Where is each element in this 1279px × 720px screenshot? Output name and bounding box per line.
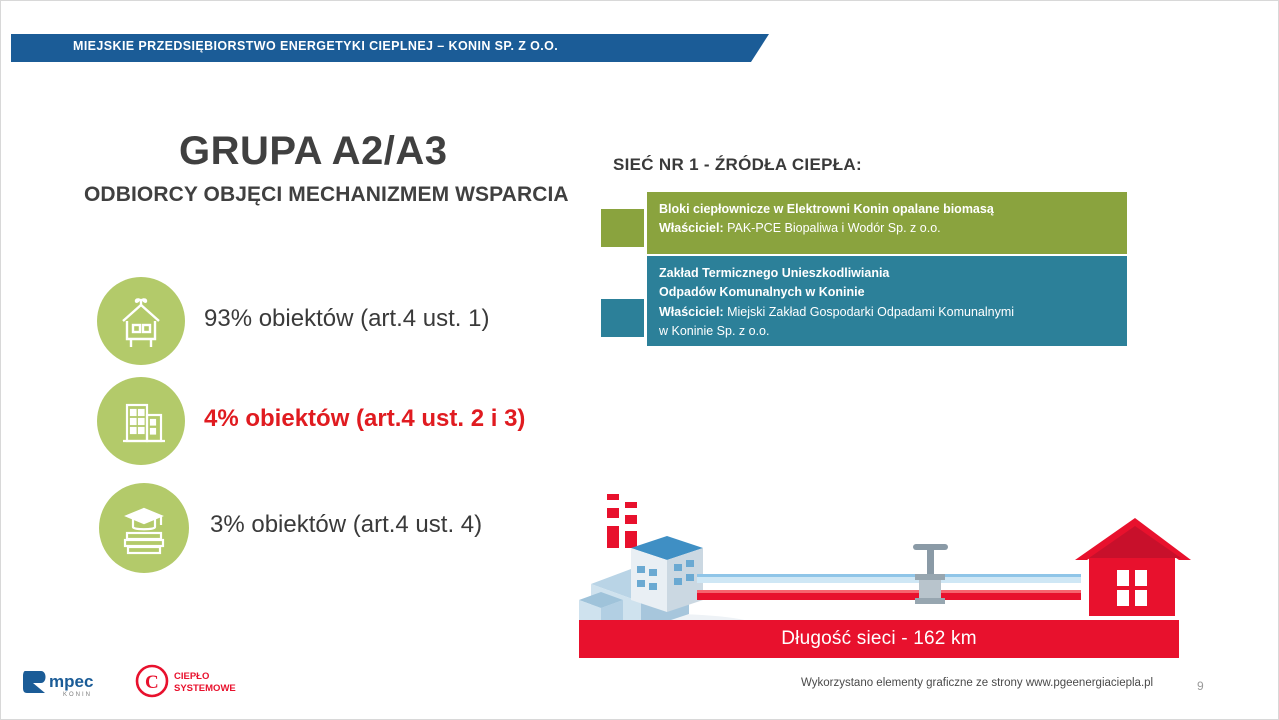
legend-bold: Bloki ciepłownicze w Elektrowni Konin opalane biomasą — [659, 202, 994, 216]
legend-swatch-biomass — [601, 209, 644, 247]
section-title: SIEĆ NR 1 - ŹRÓDŁA CIEPŁA: — [613, 155, 862, 174]
svg-text:SYSTEMOWE: SYSTEMOWE — [174, 683, 236, 694]
header-company-name: MIEJSKIE PRZEDSIĘBIORSTWO ENERGETYKI CIEPLNEJ – KONIN SP. Z O.O. — [73, 39, 559, 53]
stat-label: 3% obiektów (art.4 ust. 4) — [210, 511, 483, 538]
house-icon — [97, 277, 185, 365]
svg-text:C: C — [145, 672, 159, 693]
page-subtitle: ODBIORCY OBJĘCI MECHANIZMEM WSPARCIA — [84, 183, 569, 206]
svg-text:mpec: mpec — [49, 672, 94, 691]
svg-text:KONIN: KONIN — [63, 692, 93, 698]
stat-label-highlight: 4% obiektów (art.4 ust. 2 i 3) — [204, 405, 526, 432]
legend-normal: w Koninie Sp. z o.o. — [659, 324, 770, 339]
legend-line — [659, 322, 1117, 341]
legend-bold: Właściciel: — [659, 304, 724, 319]
stat-row — [97, 277, 617, 367]
logo-cieplo-systemowe — [134, 663, 244, 699]
legend-bold: Właściciel: — [659, 221, 724, 236]
stat-row — [97, 377, 617, 467]
svg-text:CIEPŁO: CIEPŁO — [174, 671, 210, 682]
apartment-building-icon — [97, 377, 185, 465]
stat-row — [97, 483, 617, 573]
legend-line — [659, 219, 1117, 238]
house-illustration — [1075, 518, 1191, 616]
legend-bold: Zakład Termicznego Unieszkodliwiania — [659, 266, 890, 280]
legend-line — [659, 283, 1117, 302]
legend-box-biomass — [647, 192, 1127, 254]
legend-bold: Odpadów Komunalnych w Koninie — [659, 285, 865, 300]
books-graduation-cap-icon — [99, 483, 189, 573]
legend-swatch-waste — [601, 299, 644, 337]
footer-note: Wykorzystano elementy graficzne ze strony www.pgeenergiaciepla.pl — [801, 677, 1154, 689]
chimney-group — [607, 494, 637, 548]
legend-line — [659, 200, 1117, 219]
legend-normal: PAK-PCE Biopaliwa i Wodór Sp. z o.o. — [723, 221, 941, 236]
legend-normal: Miejski Zakład Gospodarki Odpadami Komunalnymi — [723, 304, 1015, 319]
page-title: GRUPA A2/A3 — [179, 129, 448, 173]
network-length-bar: Długość sieci - 162 km — [579, 620, 1179, 658]
logo-mpec — [23, 665, 123, 699]
page-number: 9 — [1197, 679, 1204, 693]
legend-box-waste — [647, 256, 1127, 346]
legend-line — [659, 264, 1117, 283]
legend-line — [659, 303, 1117, 322]
stat-label: 93% obiektów (art.4 ust. 1) — [204, 305, 490, 332]
